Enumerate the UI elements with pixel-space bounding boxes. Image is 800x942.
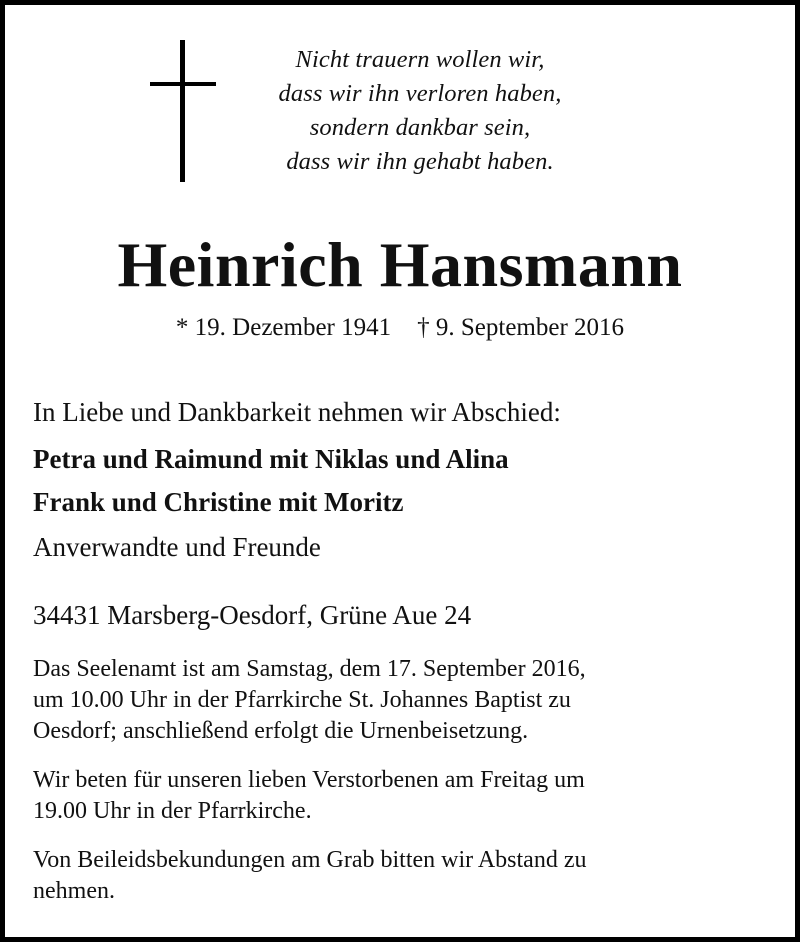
- cross-horizontal-bar: [150, 82, 216, 86]
- family-list: [33, 438, 775, 524]
- paragraph-line: Von Beileidsbekundungen am Grab bitten wir Abstand zu: [33, 847, 587, 873]
- prayer-info-paragraph: [33, 765, 775, 827]
- birth-date: * 19. Dezember 1941: [175, 314, 392, 341]
- poem-line: dass wir ihn verloren haben,: [278, 80, 562, 107]
- paragraph-line: 19.00 Uhr in der Pfarrkirche.: [33, 798, 312, 824]
- poem-line: Nicht trauern wollen wir,: [295, 46, 545, 73]
- life-dates: [5, 310, 795, 346]
- farewell-intro: In Liebe und Dankbarkeit nehmen wir Abschied:: [33, 397, 561, 427]
- condolence-request-paragraph: [33, 845, 775, 907]
- paragraph-line: Oesdorf; anschließend erfolgt die Urnenbeisetzung.: [33, 718, 529, 744]
- death-date: † 9. September 2016: [417, 314, 625, 341]
- poem-line: dass wir ihn gehabt haben.: [286, 148, 554, 175]
- cross-vertical-bar: [180, 40, 185, 182]
- paragraph-line: Wir beten für unseren lieben Verstorbenen am Freitag um: [33, 767, 585, 793]
- paragraph-line: nehmen.: [33, 878, 115, 904]
- family-member-line: Petra und Raimund mit Niklas und Alina: [33, 444, 509, 474]
- cross-icon: [150, 40, 216, 182]
- service-info-paragraph: [33, 654, 775, 747]
- poem-line: sondern dankbar sein,: [309, 114, 531, 141]
- paragraph-line: um 10.00 Uhr in der Pfarrkirche St. Johannes Baptist zu: [33, 687, 571, 713]
- paragraph-line: Das Seelenamt ist am Samstag, dem 17. September 2016,: [33, 656, 586, 682]
- relatives-line: Anverwandte und Freunde: [33, 532, 321, 562]
- family-member-line: Frank und Christine mit Moritz: [33, 487, 404, 517]
- memorial-poem: [235, 43, 605, 179]
- address: 34431 Marsberg-Oesdorf, Grüne Aue 24: [33, 600, 472, 630]
- deceased-name: Heinrich Hansmann: [117, 229, 683, 300]
